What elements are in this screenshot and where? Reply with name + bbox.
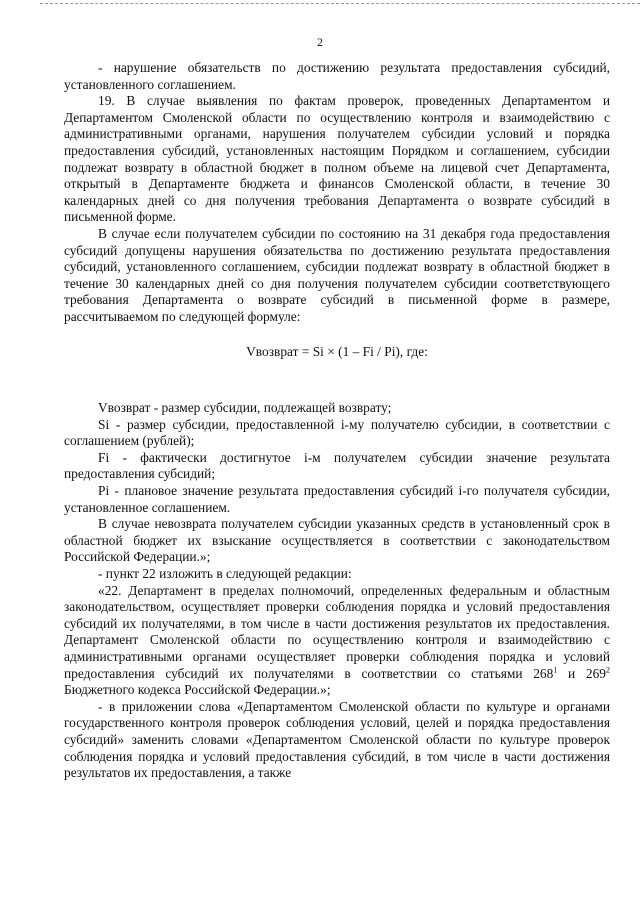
paragraph-22 — [64, 583, 610, 699]
definition-v-return: Vвозврат - размер субсидии, подлежащей возврату; — [98, 400, 392, 416]
p22-text-between: и 269 — [557, 665, 607, 681]
page-top-border — [40, 3, 640, 4]
page-number: 2 — [317, 35, 323, 49]
paragraph-return-conditions: В случае если получателем субсидии по состоянию на 31 декабря года предоставления субсидий допущены нарушения обязательства по достижению результата предоставления субсидий, установленного соглашением, субсидии подлежат возврату в областной бюджет в течение 30 календарных дней со дня получения получателем субсидии соответствующего требования Департамента о возврате субсидий в письменной форме в размере, рассчитываемом по следующей формуле: — [64, 225, 610, 324]
p22-sup-2: 2 — [606, 665, 611, 675]
paragraph-non-return: В случае невозврата получателем субсидии указанных средств в установленный срок в областной бюджет их взыскание осуществляется в соответствии с законодательством Российской Федерации.»; — [64, 516, 610, 565]
definition-pi: Pi - плановое значение результата предоставления субсидий i-го получателя субсидии, установленное соглашением. — [64, 483, 610, 515]
p22-text-main: «22. Департамент в пределах полномочий, определенных федеральным и областным законодательством, осуществляет проверки соблюдения порядка и условий предоставления субсидий их получателями, в том числе в части достижения результатов их предоставления. Департамент Смоленской области по осуществлению контроля и взаимодействию с административными органами осуществляет проверки соблюдения порядка и условий предоставления субсидий их получателями в соответствии со статьями 268 — [64, 582, 610, 681]
p22-text-end: Бюджетного кодекса Российской Федерации.»; — [64, 682, 331, 698]
paragraph-appendix-change: - в приложении слова «Департаментом Смоленской области по культуре и органами государственного контроля проверок соблюдения условий, целей и порядка предоставления субсидий» заменить словами «Департаментом Смоленской области по культуре проверок соблюдения порядка и условий предоставления субсидий, в том числе в части достижения результатов их предоставления, а также — [64, 698, 610, 781]
paragraph-violation-item: - нарушение обязательств по достижению результата предоставления субсидий, установленного соглашением. — [64, 60, 610, 92]
definition-fi: Fi - фактически достигнутое i-м получателем субсидии значение результата предоставления субсидий; — [64, 449, 610, 482]
return-formula: Vвозврат = Si × (1 – Fi / Pi), где: — [246, 343, 428, 359]
p22-sup-1: 1 — [553, 665, 558, 675]
paragraph-item-22-intro: - пункт 22 изложить в следующей редакции: — [98, 566, 352, 582]
definition-si: Si - размер субсидии, предоставленной i-му получателю субсидии, в соответствии с соглашением (рублей); — [64, 416, 610, 449]
paragraph-19: 19. В случае выявления по фактам проверок, проведенных Департаментом и Департаментом Смоленской области по осуществлению контроля и взаимодействию с административными органами, нарушения получателем субсидии условий и порядка предоставления субсидий, установленных настоящим Порядком и соглашением, субсидии подлежат возврату в областной бюджет в полном объеме на лицевой счет Департамента, открытый в Департаменте бюджета и финансов Смоленской области, в течение 30 календарных дней со дня получения требования Департамента о возврате субсидий в письменной форме. — [64, 93, 610, 225]
document-body — [64, 60, 610, 782]
